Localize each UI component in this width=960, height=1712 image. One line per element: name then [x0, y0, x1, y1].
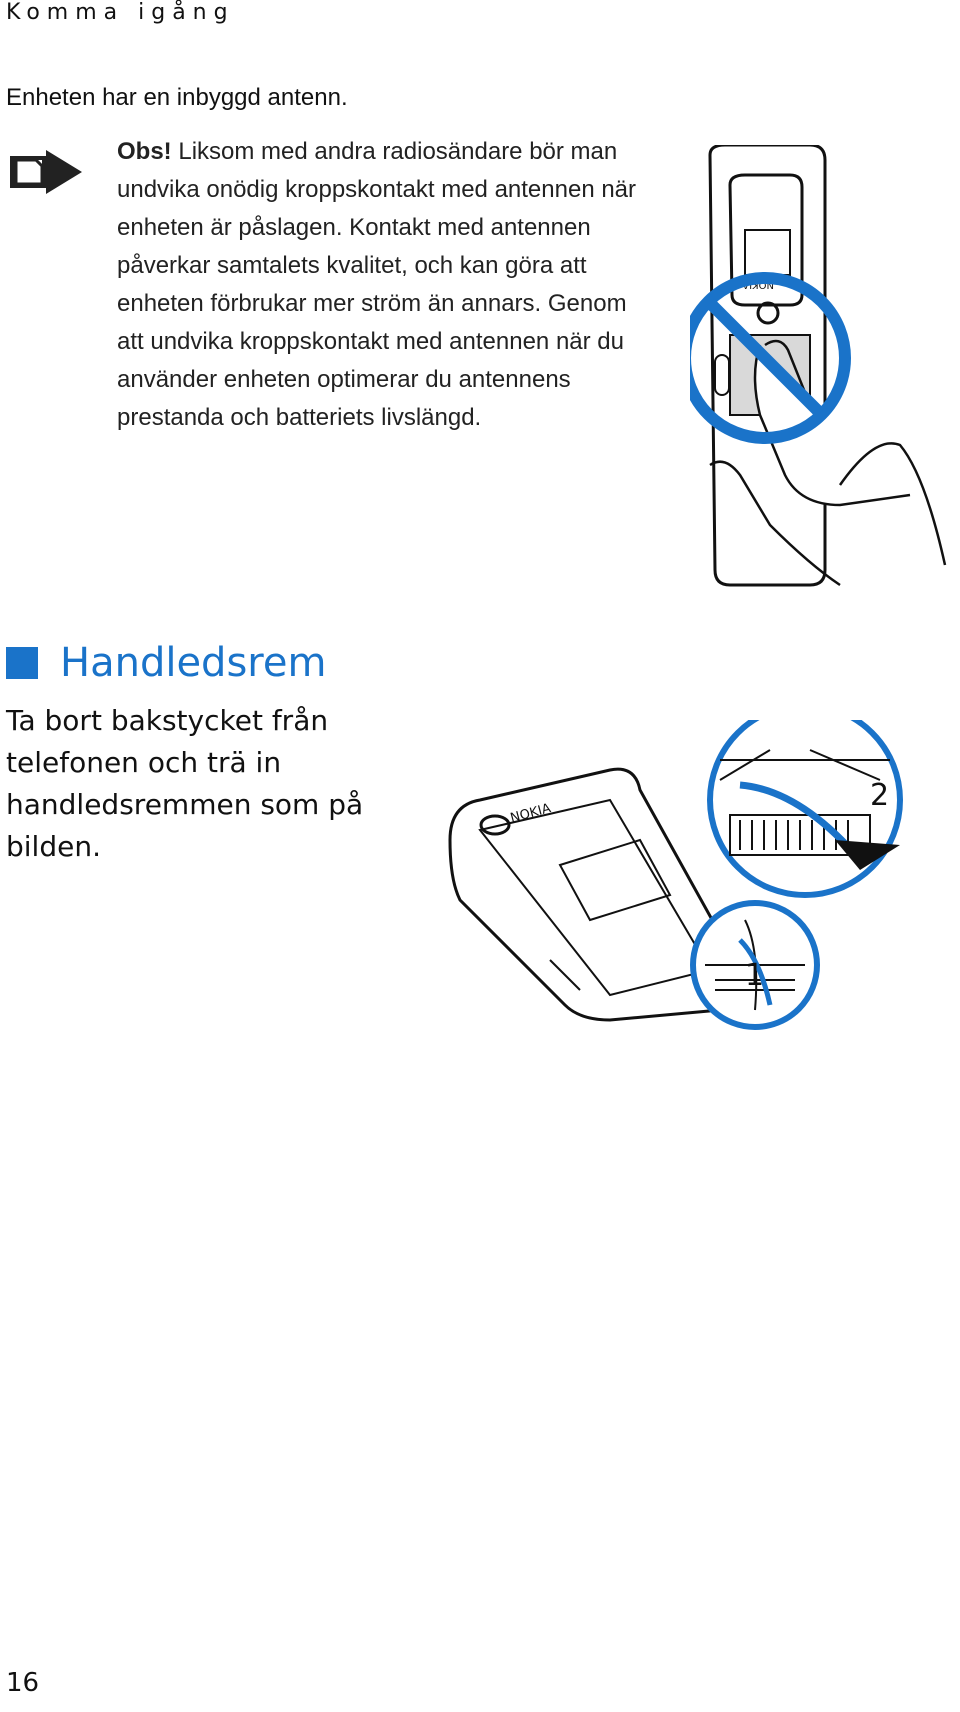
section-title: Handledsrem	[60, 640, 327, 686]
running-head: Komma igång	[6, 0, 235, 25]
note-icon	[6, 146, 88, 204]
note-paragraph	[117, 133, 637, 437]
wrist-strap-illustration	[440, 720, 960, 1110]
note-label: Obs!	[117, 138, 172, 165]
section-marker-icon	[6, 647, 38, 679]
section-heading	[6, 640, 326, 686]
page-number: 16	[6, 1668, 40, 1698]
antenna-warning-illustration	[690, 145, 960, 635]
step-2-label: 2	[870, 778, 890, 813]
step-1-label: 1	[745, 958, 765, 993]
intro-text: Enheten har en inbyggd antenn.	[6, 84, 348, 111]
phone-brand-label: NOKIA	[742, 279, 774, 290]
note-body: Liksom med andra radiosändare bör man undvika onödig kroppskontakt med antennen när enheten är påslagen. Kontakt med antennen påverkar samtalets kvalitet, och kan göra att enheten förbrukar mer ström än annars. Genom att undvika kroppskontakt med antennen när du använder enheten optimerar du antennens prestanda och batteriets livslängd.	[117, 138, 637, 431]
section-body: Ta bort bakstycket från telefonen och trä in handledsremmen som på bilden.	[6, 704, 364, 863]
strap-phone-brand: NOKIA	[508, 801, 553, 827]
